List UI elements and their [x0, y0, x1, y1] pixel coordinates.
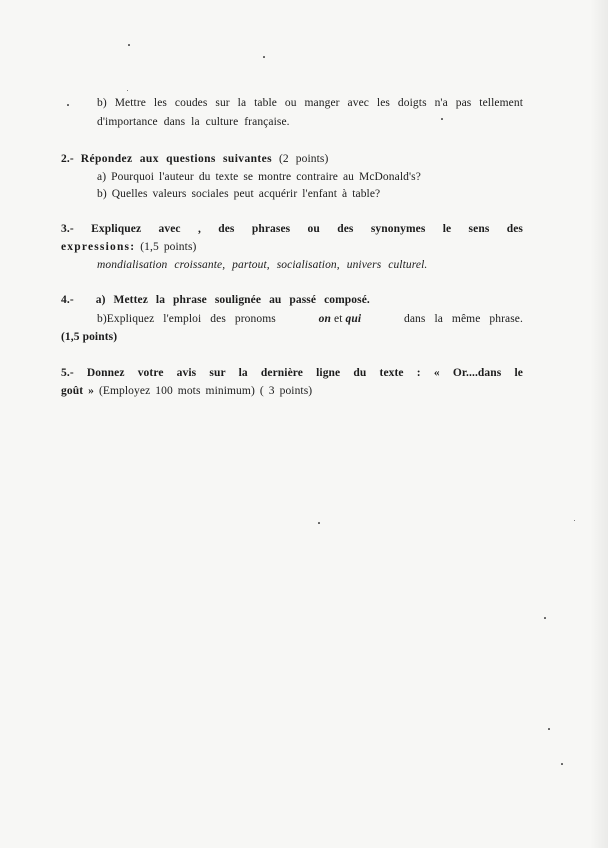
scan-speck [127, 90, 128, 91]
question-4b-text-end: dans la même phrase. [404, 313, 523, 325]
pronoun-qui: qui [345, 313, 362, 325]
question-2-points: (2 points) [279, 153, 329, 165]
question-1b-line2: d'importance dans la culture française. [97, 116, 290, 128]
question-2-number: 2.- [61, 153, 74, 165]
question-3-line2 [61, 240, 196, 254]
question-2-heading [61, 152, 328, 166]
question-5-quote-end: goût » [61, 385, 94, 397]
question-2-prompt: Répondez aux questions suivantes [80, 153, 273, 165]
question-3-expressions: mondialisation croissante, partout, socialisation, univers culturel. [97, 259, 428, 271]
question-2a: a) Pourquoi l'auteur du texte se montre contraire au McDonald's? [97, 171, 421, 183]
scan-speck [441, 118, 443, 120]
question-4b-et: et [334, 313, 343, 325]
question-4a: a) Mettez la phrase soulignée au passé composé. [95, 294, 370, 306]
scan-speck [561, 763, 563, 765]
question-5-line1: 5.- Donnez votre avis sur la dernière ligne du texte : « Or....dans le [61, 367, 523, 379]
scan-speck [128, 44, 130, 46]
scan-speck [318, 522, 320, 524]
scan-speck [574, 520, 575, 521]
question-3-expressions-label: expressions: [61, 241, 136, 253]
question-5-instructions: (Employez 100 mots minimum) ( 3 points) [98, 385, 313, 397]
scan-speck [548, 728, 550, 730]
question-4b [97, 312, 523, 326]
question-2b: b) Quelles valeurs sociales peut acquérir l'enfant à table? [97, 188, 381, 200]
scan-speck [263, 56, 265, 58]
question-4-number: 4.- [61, 294, 74, 306]
scan-speck [544, 617, 546, 619]
question-5-line2 [61, 384, 312, 398]
question-4b-text: b)Expliquez l'emploi des pronoms [97, 313, 276, 325]
question-4-line1 [61, 293, 370, 307]
question-4b-pronouns [319, 312, 361, 326]
pronoun-on: on [318, 313, 332, 325]
question-3-points: (1,5 points) [140, 241, 197, 253]
question-1b-line1: b) Mettre les coudes sur la table ou manger avec les doigts n'a pas tellement [97, 97, 523, 109]
scan-speck [67, 104, 69, 106]
question-4-points: (1,5 points) [61, 331, 118, 343]
question-3-line1: 3.- Expliquez avec , des phrases ou des synonymes le sens des [61, 223, 523, 235]
page-edge-shadow [590, 0, 608, 848]
